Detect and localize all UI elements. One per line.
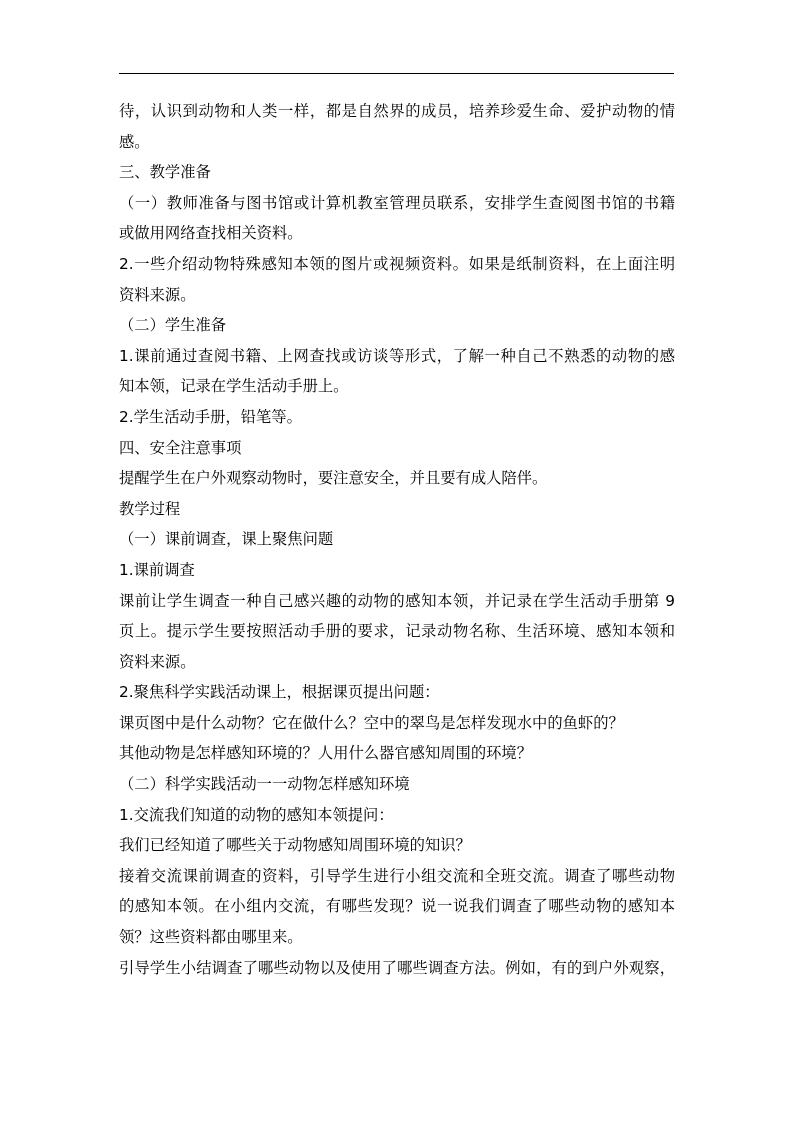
- text-line: 其他动物是怎样感知环境的？人用什么器官感知周围的环境？: [119, 744, 533, 763]
- text-line: 提醒学生在户外观察动物时，要注意安全，并且要有成人陪伴。: [119, 469, 548, 488]
- text-line: 页上。提示学生要按照活动手册的要求，记录动物名称、生活环境、感知本领和: [119, 622, 675, 641]
- text-line: （一）教师准备与图书馆或计算机教室管理员联系，安排学生查阅图书馆的书籍: [119, 193, 675, 212]
- section-heading: 教学过程: [119, 499, 181, 518]
- text-line: 资料来源。: [119, 285, 196, 304]
- text-line: 接着交流课前调查的资料，引导学生进行小组交流和全班交流。调查了哪些动物: [119, 866, 675, 885]
- header-rule: [119, 73, 674, 74]
- section-heading: 四、安全注意事项: [119, 438, 242, 457]
- section-heading: 三、教学准备: [119, 163, 211, 182]
- text-line: 领？这些资料都由哪里来。: [119, 928, 303, 947]
- text-line: 知本领，记录在学生活动手册上。: [119, 377, 349, 396]
- text-line: 待，认识到动物和人类一样，都是自然界的成员，培养珍爱生命、爱护动物的情: [119, 102, 675, 120]
- text-line: 或做用网络查找相关资料。: [119, 224, 303, 243]
- subsection-heading: （二）科学实践活动一一动物怎样感知环境: [119, 775, 410, 794]
- text-line: 课页图中是什么动物？它在做什么？空中的翠鸟是怎样发现水中的鱼虾的？: [119, 713, 624, 732]
- text-line: 2.学生活动手册，铅笔等。: [119, 407, 302, 426]
- subsection-heading: （二）学生准备: [119, 316, 227, 335]
- text-line: 1.课前调查: [119, 560, 195, 579]
- text-line: 课前让学生调查一种自己感兴趣的动物的感知本领，并记录在学生活动手册第 9: [119, 591, 675, 610]
- text-line: 的感知本领。在小组内交流，有哪些发现？说一说我们调查了哪些动物的感知本: [119, 897, 675, 916]
- text-line: 资料来源。: [119, 652, 196, 671]
- text-line: 引导学生小结调查了哪些动物以及使用了哪些调查方法。例如，有的到户外观察，: [119, 958, 675, 977]
- text-line: 1.交流我们知道的动物的感知本领提问：: [119, 805, 394, 824]
- text-line: 感。: [119, 132, 150, 151]
- document-body: [119, 96, 675, 983]
- text-line: 2.聚焦科学实践活动课上，根据课页提出问题：: [119, 683, 440, 702]
- subsection-heading: （一）课前调查，课上聚焦问题: [119, 530, 334, 549]
- text-line: 我们已经知道了哪些关于动物感知周围环境的知识？: [119, 836, 471, 855]
- text-line: 2.一些介绍动物特殊感知本领的图片或视频资料。如果是纸制资料，在上面注明: [119, 254, 675, 273]
- text-line: 1.课前通过查阅书籍、上网查找或访谈等形式，了解一种自己不熟悉的动物的感: [119, 346, 675, 365]
